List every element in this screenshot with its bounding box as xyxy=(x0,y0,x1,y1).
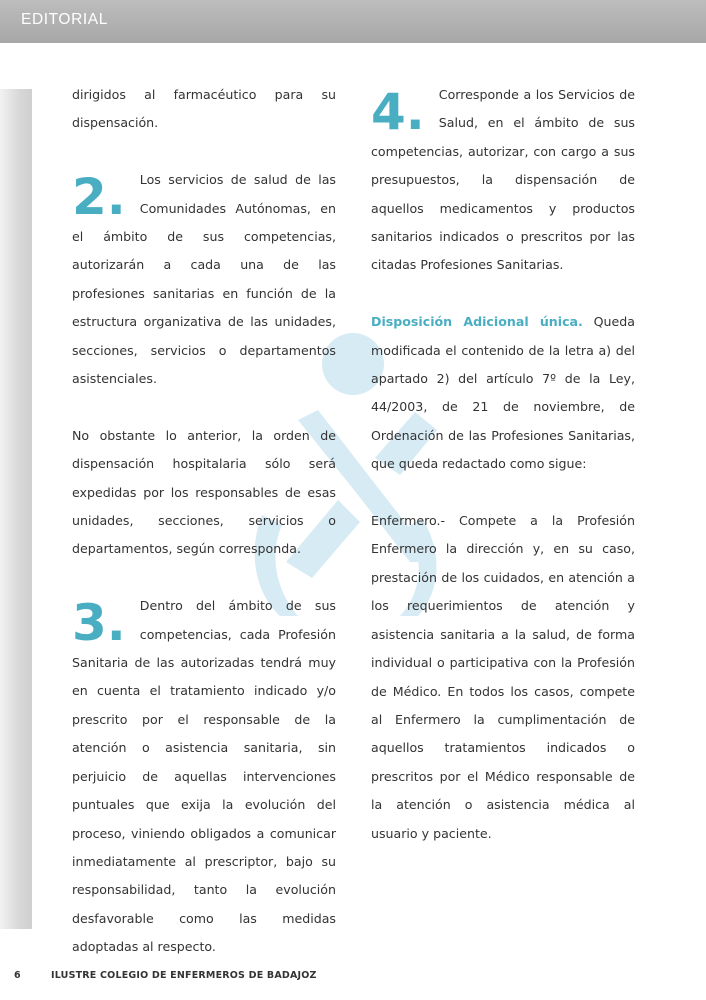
paragraph-text: Queda modificada el contenido de la letra a) del apartado 2) del artículo 7º de la Ley, 44/2003, de 21 de noviembre, de Ordenación de las Profesiones Sanitarias, que queda redactado como sigue: xyxy=(371,314,635,472)
paragraph-text: Corresponde a los Servicios de Salud, en el ámbito de sus competencias, autorizar, con cargo a sus presupuestos, la dispensación de aquellos medicamentos y productos sanitarios indicados o prescritos por las citadas Profesiones Sanitarias. xyxy=(371,87,635,273)
paragraph-item-3 xyxy=(72,592,336,961)
paragraph-item-2 xyxy=(72,166,336,393)
sidebar-stripe xyxy=(0,89,32,929)
item-number: 2. xyxy=(72,168,126,227)
right-column xyxy=(371,81,635,848)
item-number: 3. xyxy=(72,594,126,653)
disposition-title: Disposición Adicional única. xyxy=(371,314,583,330)
item-number: 4. xyxy=(371,83,425,141)
paragraph-item-4 xyxy=(371,81,635,280)
paragraph-disposicion xyxy=(371,308,635,478)
paragraph-text: Dentro del ámbito de sus competencias, cada Profesión Sanitaria de las autorizadas tendrá muy en cuenta el tratamiento indicado y/o prescrito por el responsable de la atención o asistencia sanitaria, sin perjuicio de aquellas intervenciones puntuales que exija la evolución del proceso, viniendo obligados a comunicar inmediatamente al prescriptor, bajo su responsabilidad, tanto la evolución desfavorable como las medidas adoptadas al respecto. xyxy=(72,598,336,955)
section-title: EDITORIAL xyxy=(21,11,108,28)
paragraph: Enfermero.- Compete a la Profesión Enfermero la dirección y, en su caso, prestación de los cuidados, en atención a los requerimientos de atención y asistencia sanitaria a la salud, de forma individual o participativa con la Profesión de Médico. En todos los casos, compete al Enfermero la cumplimentación de aquellos tratamientos indicados o prescritos por el Médico responsable de la atención o asistencia médica al usuario y paciente. xyxy=(371,513,635,841)
paragraph: dirigidos al farmacéutico para su dispensación. xyxy=(72,87,336,131)
footer-organization: ILUSTRE COLEGIO DE ENFERMEROS DE BADAJOZ xyxy=(51,970,317,981)
paragraph: No obstante lo anterior, la orden de dispensación hospitalaria sólo será expedidas por los responsables de esas unidades, secciones, servicios o departamentos, según corresponda. xyxy=(72,427,336,557)
header-bar xyxy=(0,0,706,43)
paragraph-text: Los servicios de salud de las Comunidades Autónomas, en el ámbito de sus competencias, autorizarán a cada una de las profesiones sanitarias en función de la estructura organizativa de las unidades, secciones, servicios o departamentos asistenciales. xyxy=(72,172,336,387)
page-number: 6 xyxy=(14,970,21,981)
left-column xyxy=(72,81,336,962)
